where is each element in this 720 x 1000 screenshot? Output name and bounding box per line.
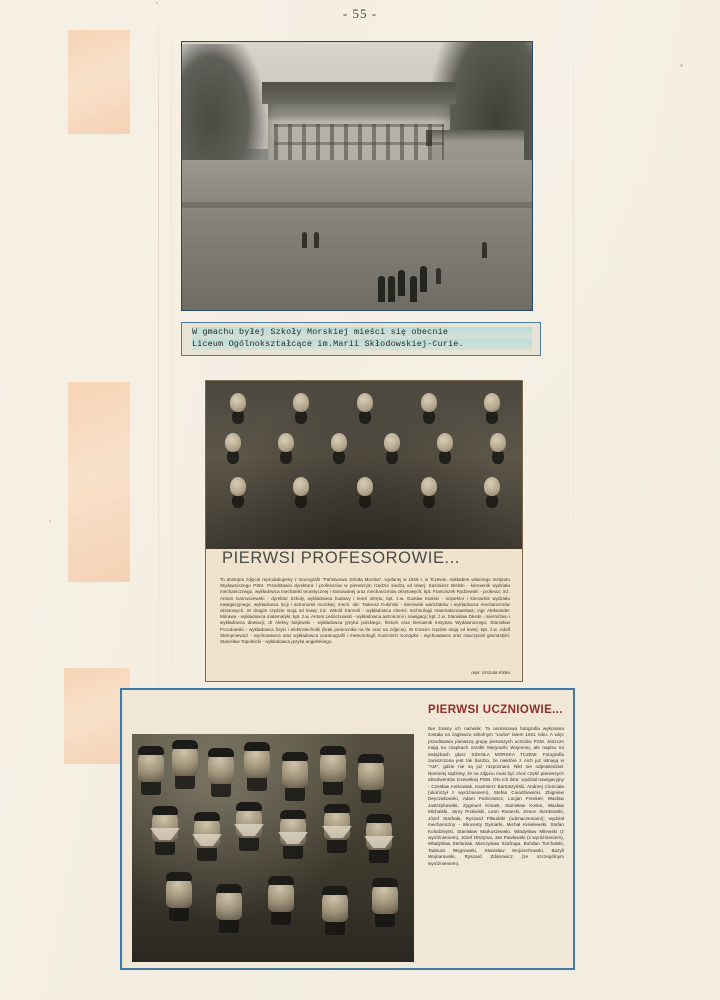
professors-middle-row (206, 433, 523, 452)
figure-in-field (398, 270, 405, 296)
sailor-cap-icon (194, 812, 220, 821)
school-photo-caption (181, 322, 541, 356)
person-head (421, 393, 437, 412)
page-number: - 55 - (342, 6, 378, 21)
figure-in-field (314, 232, 319, 248)
sailor-cap-icon (280, 810, 306, 819)
sailor-cap-icon (324, 804, 350, 813)
sailor-cap-icon (216, 884, 242, 893)
sailor-cap-icon (282, 752, 308, 761)
figure-in-field (436, 268, 441, 284)
newspaper-clipping-students (120, 688, 575, 970)
person-head (357, 477, 373, 496)
sailor-cap-icon (268, 876, 294, 885)
newspaper-clipping-professors (205, 380, 523, 682)
sailor-cap-icon (138, 746, 164, 755)
figure-in-field (388, 276, 395, 302)
paper-stain (68, 30, 130, 134)
paper-speck (49, 520, 51, 522)
person-head (357, 393, 373, 412)
sailor-cap-icon (366, 814, 392, 823)
person-head (484, 393, 500, 412)
person-head (490, 433, 506, 452)
clipping-students-body: Nie znamy ich nazwisk. Ta anonimowa fotografia wykonana została na żaglowcu szkolnym "Lwów" latem 1921 roku. A więc przedstawia pierwszą grupę pierwszych uczniów PSM. Jeszcze mają na czapkach orzełki Marynarki Wojennej, ale napisu na wstążkach głosi: SZKOŁA MORSKA TCZEW. Fotografia zaniszczona jest tak bardzo, że niektóre z nich już istnieją w "AM", gdzie nie są już rozpoznani. Nikt nie odpowiedział. Niemniej sądzimy, że na zdjęciu musi być choć część pierwszych absolwentów tczewskiej PSM. Oto ich lista: wydział nawigacyjny - Czesław Antkowiak, Kazimierz Bartoszyński, Andrzej Cienciała (ukończył z wyróżnieniem), Stefan Ciundziewicki, Zbigniew Deyczakowski, Adam Fedorowicz, Lucjan Frenkiel, Wacław Jastrzębowski, Zygmunt Kimast, Stanisław Kosko, Wacław Michalski, Jerzy Prokulski, Leon Rusiecki, Zenon Sienkowski, Józef Starbała, Ryszard Piłsudski (odznaczeniami); wydział mechaniczny - Wincenty Dymarło, Michał Kisielewski, Stefan Kolodziejski, Stanisław Markuszewski, Władysław Milewski (z wyróżnieniem), Józef Olszynai, Jan Pawłowski (z wyróżnieniem), Władysław Stefaniak, Mieczysław Szafruga, Bohdan Torchalski, Tadeusz Węgrowski, Stanisław Wojciechowski, Bazyli Wojnarowski, Ryszard Zdanowicz (ze szczególnym wyróżnieniem). (428, 726, 564, 866)
paper-stain (68, 382, 130, 582)
sailor-cap-icon (372, 878, 398, 887)
clipping-professors-signature: repr. Urszula Kicka (471, 670, 510, 675)
figure-in-field (378, 276, 385, 302)
person-head (484, 477, 500, 496)
figure-in-field (482, 242, 487, 258)
person-head (230, 477, 246, 496)
caption-line-1: W gmachu byłej Szkoły Morskiej mieści się obecnie (192, 327, 532, 339)
sailor-cap-icon (236, 802, 262, 811)
person-head (225, 433, 241, 452)
person-head (384, 433, 400, 452)
paper-speck (156, 2, 158, 4)
sailor-cap-icon (320, 746, 346, 755)
person-head (331, 433, 347, 452)
person-head (421, 477, 437, 496)
person-head (437, 433, 453, 452)
caption-line-2: Liceum Ogólnokształcące im.Marii Skłodowskiej-Curie. (192, 339, 532, 351)
professors-back-row (206, 393, 523, 412)
professors-group-photograph (206, 381, 523, 549)
sailor-cap-icon (152, 806, 178, 815)
photo-field (182, 160, 532, 310)
sailor-cap-icon (166, 872, 192, 881)
paper-speck (680, 64, 683, 67)
clipping-students-title: PIERWSI UCZNIOWIE... (428, 704, 563, 716)
sailor-cap-icon (172, 740, 198, 749)
person-head (293, 393, 309, 412)
sailor-cap-icon (208, 748, 234, 757)
sailor-cap-icon (322, 886, 348, 895)
person-head (230, 393, 246, 412)
school-building-photograph (181, 41, 533, 311)
clipping-professors-title: PIERWSI PROFESOROWIE... (222, 549, 461, 567)
professors-front-row (206, 477, 523, 496)
figure-in-field (302, 232, 307, 248)
person-head (278, 433, 294, 452)
person-head (293, 477, 309, 496)
students-group-photograph (132, 734, 414, 962)
figure-in-field (420, 266, 427, 292)
clipping-professors-body: To dostojne zdjęcie reprodukujemy z monografii "Państwowa Szkoła Morska", wydanej w 1929 r. w Tczewie, nakładem własnego Instytutu Wydawniczego PSM. Przedstawia dyrektora i profesorów w pierwszym rzędzie siedzą od lewej: Kazimierz Bielski - kierownik wydziału mechanicznego, wykładowca mechaniki teoretycznej i stosowanej oraz mechanizmów okrętowych; kpt. Franciszek Rydzewski - profesor; inż. Antoni Garnuszewski - dyrektor Szkoły, wykładowca budowy i teorii okrętu; kpt. ż.w. Gustaw Kański - inspektor i kierownik wydziału nawigacyjnego, wykładowca locji i astronomii morskiej; mech. okr. Tadeusz Kokiński - kierownik warsztatów i wykładowca mechanizmów okrętowych. W drugim rzędzie stoją od lewej: inż. Witold Kamorli - wykładowca chemii, technologii materiałoznawstwa; mgr Aleksander Mórawa - wykładowca matematyki; kpt. ż.w. Antoni Ledóchowski - wykładowca astronomii i nawigacji; kpt. ż.w. Stanisław Dłuski - miernictwo i wykładowca dewiacji; dr Aleksy Majewski - wykładowca języka polskiego, historii oraz kierownik Instytutu Wydawniczego; Stanisław Porodowski - wykładowca fizyki i elektrotechniki (brak pomocnika na tle oraz na zdjęciu). W trzecim rzędzie stoją od lewej: kpt. ż.w. Adolf Stempniewicz - wychowawca oraz wykładowca oceanografii i meteorologii; Kazimierz Konopka - wychowawca oraz nauczyciel gimnastyki; Stanisław Topolnicki - wykładowca języka angielskiego. (220, 577, 510, 645)
figure-in-field (410, 276, 417, 302)
sailor-cap-icon (358, 754, 384, 763)
sailor-cap-icon (244, 742, 270, 751)
